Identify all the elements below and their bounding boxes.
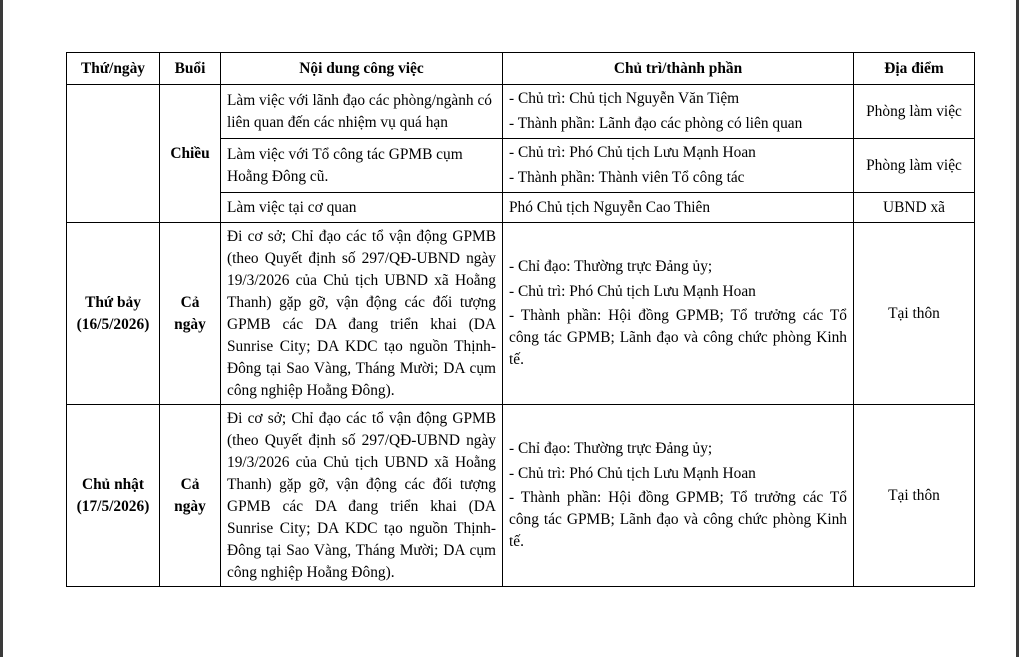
day-label: Chủ nhật	[81, 475, 145, 493]
content-cell: Làm việc tại cơ quan	[221, 193, 503, 223]
lead-cell	[503, 223, 854, 405]
content-cell: Đi cơ sở; Chỉ đạo các tổ vận động GPMB (theo Quyết định số 297/QĐ-UBND ngày 19/3/2026 của Chủ tịch UBND xã Hoằng Thanh) gặp gỡ, vận động các đối tượng GPMB các DA đang triển khai (DA Sunrise City; DA KDC tạo nguồn Thịnh-Đông tại Sao Vàng, Tháng Mười; DA cụm công nghiệp Hoằng Đông).	[221, 223, 503, 405]
lead-line: - Thành phần: Hội đồng GPMB; Tổ trưởng các Tổ công tác GPMB; Lãnh đạo và công chức phòng Kinh tế.	[509, 307, 847, 368]
place-cell: Tại thôn	[854, 223, 975, 405]
header-place: Địa điểm	[854, 53, 975, 85]
lead-line: - Chủ trì: Phó Chủ tịch Lưu Mạnh Hoan	[509, 144, 756, 162]
header-day: Thứ/ngày	[67, 53, 160, 85]
table-row	[67, 85, 975, 139]
lead-line: - Chỉ đạo: Thường trực Đảng ủy;	[509, 258, 713, 275]
lead-line: - Chủ trì: Chủ tịch Nguyễn Văn Tiệm	[509, 90, 740, 108]
content-cell: Đi cơ sở; Chỉ đạo các tổ vận động GPMB (theo Quyết định số 297/QĐ-UBND ngày 19/3/2026 của Chủ tịch UBND xã Hoằng Thanh) gặp gỡ, vận động các đối tượng GPMB các DA đang triển khai (DA Sunrise City; DA KDC tạo nguồn Thịnh-Đông tại Sao Vàng, Tháng Mười; DA cụm công nghiệp Hoằng Đông).	[221, 405, 503, 587]
session-line: ngày	[174, 315, 206, 333]
lead-line: - Chủ trì: Phó Chủ tịch Lưu Mạnh Hoan	[509, 464, 756, 482]
lead-line: - Thành phần: Thành viên Tổ công tác	[509, 168, 745, 186]
table-row	[67, 223, 975, 405]
day-date: (17/5/2026)	[76, 497, 150, 515]
page-edge-left	[0, 0, 3, 657]
lead-line: - Chỉ đạo: Thường trực Đảng ủy;	[509, 440, 713, 457]
lead-cell	[503, 405, 854, 587]
day-cell	[67, 223, 160, 405]
work-schedule-table	[66, 52, 975, 587]
lead-cell	[503, 139, 854, 193]
session-line: ngày	[174, 497, 206, 515]
day-label: Thứ bảy	[85, 293, 141, 311]
session-line: Cả	[180, 475, 200, 493]
session-line: Cả	[180, 293, 200, 311]
day-cell-empty	[67, 85, 160, 223]
content-cell: Làm việc với lãnh đạo các phòng/ngành có liên quan đến các nhiệm vụ quá hạn	[221, 85, 503, 139]
day-date: (16/5/2026)	[76, 315, 150, 333]
day-cell	[67, 405, 160, 587]
header-session: Buổi	[160, 53, 221, 85]
session-cell	[160, 405, 221, 587]
content-cell: Làm việc với Tổ công tác GPMB cụm Hoằng Đông cũ.	[221, 139, 503, 193]
lead-line: - Thành phần: Hội đồng GPMB; Tổ trưởng các Tổ công tác GPMB; Lãnh đạo và công chức phòng Kinh tế.	[509, 489, 847, 550]
place-cell: Tại thôn	[854, 405, 975, 587]
header-content: Nội dung công việc	[221, 53, 503, 85]
lead-line: - Chủ trì: Phó Chủ tịch Lưu Mạnh Hoan	[509, 282, 756, 300]
session-cell: Chiều	[160, 85, 221, 223]
lead-cell: Phó Chủ tịch Nguyễn Cao Thiên	[503, 193, 854, 223]
place-cell: Phòng làm việc	[854, 85, 975, 139]
place-cell: Phòng làm việc	[854, 139, 975, 193]
lead-line: - Thành phần: Lãnh đạo các phòng có liên quan	[509, 114, 803, 132]
table-row	[67, 405, 975, 587]
table-header-row	[67, 53, 975, 85]
lead-cell	[503, 85, 854, 139]
header-lead: Chủ trì/thành phần	[503, 53, 854, 85]
place-cell: UBND xã	[854, 193, 975, 223]
session-cell	[160, 223, 221, 405]
